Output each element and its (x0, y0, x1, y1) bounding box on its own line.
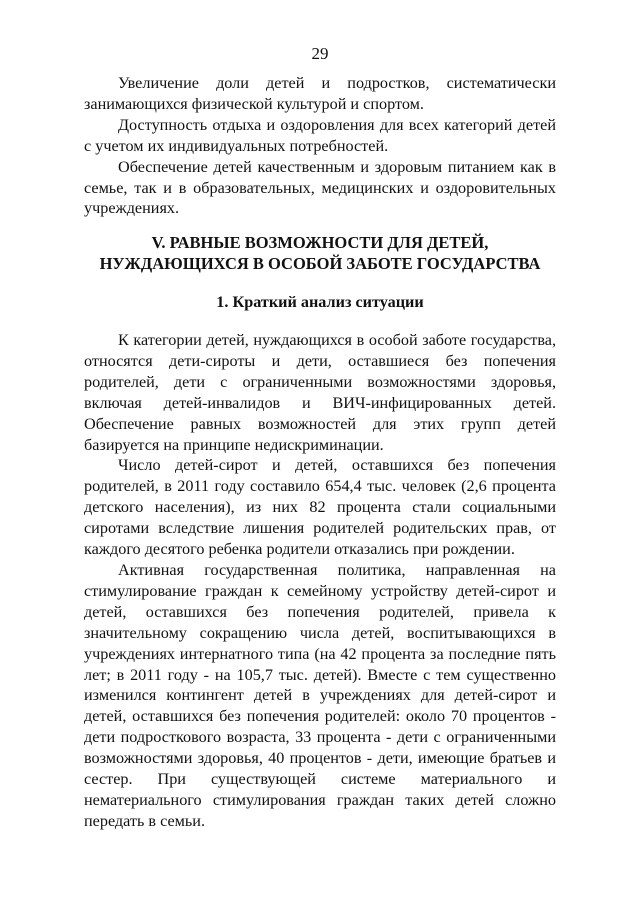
page-number: 29 (311, 44, 329, 63)
sub-heading: 1. Краткий анализ ситуации (216, 293, 424, 311)
paragraph-nutrition: Обеспечение детей качественным и здоровым питанием как в семье, так и в образовательных, медицинских и оздоровительных учреждениях. (84, 157, 556, 218)
section-heading (84, 232, 556, 274)
intro-text (84, 73, 556, 219)
section-heading-line-1: V. РАВНЫЕ ВОЗМОЖНОСТИ ДЛЯ ДЕТЕЙ, (151, 233, 489, 252)
paragraph-sports: Увеличение доли детей и подростков, систематически занимающихся физической культурой и спортом. (84, 74, 556, 113)
paragraph-orphan-statistics: Число детей-сирот и детей, оставшихся без попечения родителей, в 2011 году составило 654,4 тыс. человек (2,6 процента детского населения), из них 82 процента стали социальными сиротами вследствие лишения родителей родительских прав, от каждого десятого ребенка родители отказались при рождении. (84, 456, 556, 559)
body-text (84, 330, 556, 832)
paragraph-state-policy: Активная государственная политика, направленная на стимулирование граждан к семейному устройству детей-сирот и детей, оставшихся без попечения родителей, привела к значительному сокращению числа детей, воспитывающихся в учреждениях интернатного типа (на 42 процента за последние пять лет; в 2011 году - на 105,7 тыс. детей). Вместе с тем существенно изменился контингент детей в учреждениях для детей-сирот и детей, оставшихся без попечения родителей: около 70 процентов - дети подросткового возраста, 33 процента - дети с ограниченными возможностями здоровья, 40 процентов - дети, имеющие братьев и сестер. При существующей системе материального и нематериального стимулирования граждан таких детей сложно передать в семьи. (84, 560, 556, 830)
paragraph-recreation: Доступность отдыха и оздоровления для всех категорий детей с учетом их индивидуальных потребностей. (84, 115, 556, 155)
paragraph-categories: К категории детей, нуждающихся в особой заботе государства, относятся дети-сироты и дети, оставшиеся без попечения родителей, дети с ограниченными возможностями здоровья, включая детей-инвалидов и ВИЧ-инфицированных детей. Обеспечение равных возможностей для этих групп детей базируется на принципе недискриминации. (84, 331, 556, 454)
section-heading-line-2: НУЖДАЮЩИХСЯ В ОСОБОЙ ЗАБОТЕ ГОСУДАРСТВА (99, 254, 541, 273)
